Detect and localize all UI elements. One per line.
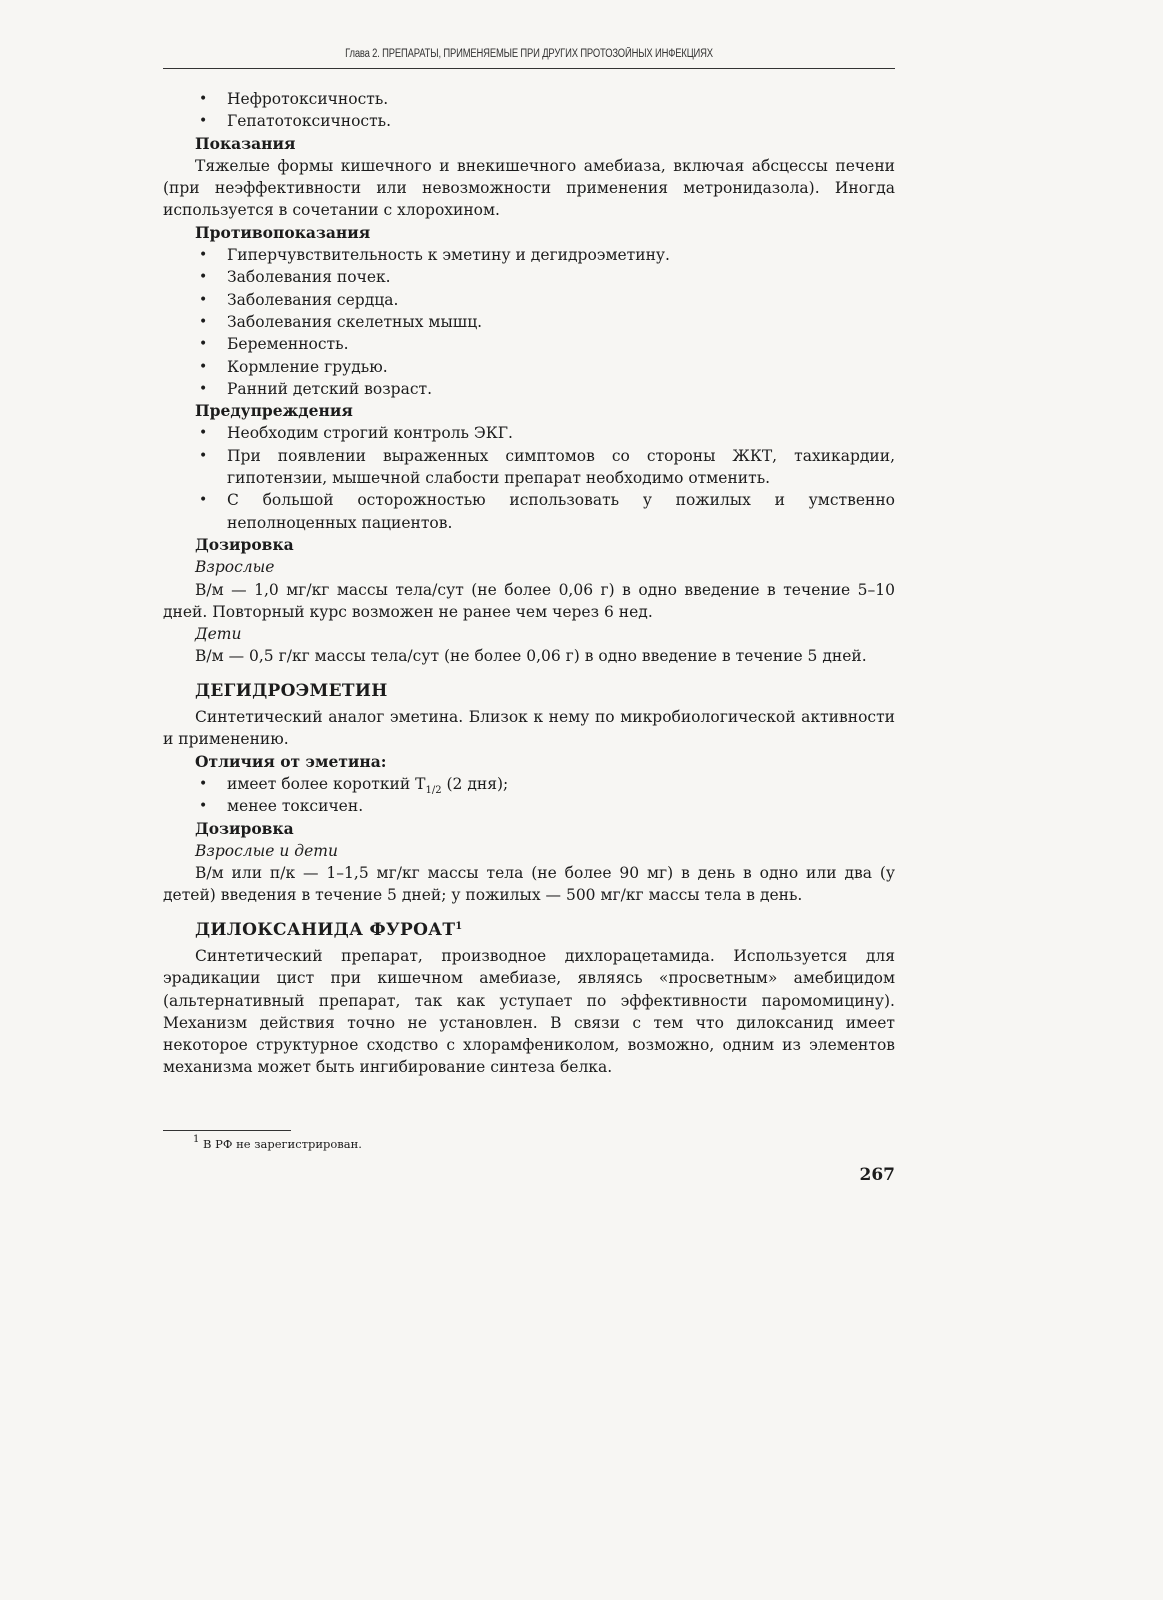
running-header: Глава 2. ПРЕПАРАТЫ, ПРИМЕНЯЕМЫЕ ПРИ ДРУГИХ ПРОТОЗОЙНЫХ ИНФЕКЦИЯХ — [345, 48, 713, 60]
list-item: • Нефротоксичность. — [163, 88, 895, 110]
dehydroemetine-title: ДЕГИДРОЭМЕТИН — [195, 680, 388, 701]
diloxanide-title-text: ДИЛОКСАНИДА ФУРОАТ — [195, 919, 456, 940]
diloxanide-description: Синтетический препарат, производное дихлорацетамида. Используется для эрадикации цист при кишечном амебиазе, являясь «просветным» амебицидом (альтернативный препарат, так как уступает по эффективности паромомицину). Механизм действия точно не установлен. В связи с тем что дилоксанид имеет некоторое структурное сходство с хлорамфениколом, возможно, одним из элементов механизма может быть ингибирование синтеза белка. — [163, 946, 895, 1077]
list-item: • Гиперчувствительность к эметину и дегидроэметину. — [163, 244, 895, 266]
list-item: • Заболевания сердца. — [163, 289, 895, 311]
page-content — [163, 88, 895, 1079]
footnote-mark: 1 — [455, 920, 463, 932]
page-number: 267 — [859, 1165, 895, 1185]
list-item: • Заболевания скелетных мышц. — [163, 311, 895, 333]
diff-text-after: (2 дня); — [441, 774, 509, 793]
warnings-heading: Предупреждения — [195, 401, 353, 421]
footnote-text: В РФ не зарегистрирован. — [203, 1137, 362, 1151]
adults-dosage-text: В/м — 1,0 мг/кг массы тела/сут (не более 0,06 г) в одно введение в течение 5–10 дней. Повторный курс возможен не ранее чем через 6 нед. — [163, 580, 895, 621]
footnote-rule — [163, 1130, 291, 1131]
side-effects-list — [163, 88, 895, 133]
list-item: • Гепатотоксичность. — [163, 110, 895, 132]
list-item: • Необходим строгий контроль ЭКГ. — [163, 422, 895, 444]
footnote — [193, 1134, 362, 1151]
diloxanide-title — [163, 919, 895, 941]
children-dosage-text: В/м — 0,5 г/кг массы тела/сут (не более 0,06 г) в одно введение в течение 5 дней. — [195, 647, 867, 666]
list-item: • С большой осторожностью использовать у пожилых и умственно неполноценных пациентов. — [163, 489, 895, 534]
list-item: • Беременность. — [163, 333, 895, 355]
contraindications-heading: Противопоказания — [195, 222, 371, 242]
dehydroemetine-dosage-text: В/м или п/к — 1–1,5 мг/кг массы тела (не более 90 мг) в день в одно или два (у детей) введения в течение 5 дней; у пожилых — 500 мг/кг массы тела в день. — [163, 864, 895, 905]
children-label: Дети — [195, 625, 242, 644]
list-item: • Кормление грудью. — [163, 356, 895, 378]
footnote-number: 1 — [193, 1134, 200, 1145]
dosage-heading: Дозировка — [195, 818, 294, 838]
contraindications-list — [163, 244, 895, 400]
list-item: • Ранний детский возраст. — [163, 378, 895, 400]
list-item — [163, 773, 895, 795]
diff-text-before: имеет более короткий T — [227, 774, 426, 793]
indications-text: Тяжелые формы кишечного и внекишечного амебиаза, включая абсцессы печени (при неэффективности или невозможности применения метронидазола). Иногда используется в сочетании с хлорохином. — [163, 156, 895, 220]
header-rule — [163, 68, 895, 69]
dehydroemetine-description: Синтетический аналог эметина. Близок к нему по микробиологической активности и применению. — [163, 708, 895, 749]
differences-heading: Отличия от эметина: — [195, 751, 387, 771]
half-life-subscript: 1/2 — [425, 784, 442, 796]
adults-children-label: Взрослые и дети — [195, 841, 338, 860]
differences-list — [163, 773, 895, 818]
indications-heading: Показания — [195, 133, 296, 153]
warnings-list — [163, 422, 895, 533]
adults-label: Взрослые — [195, 558, 275, 577]
list-item: • менее токсичен. — [163, 795, 895, 817]
list-item: • Заболевания почек. — [163, 266, 895, 288]
dosage-heading: Дозировка — [195, 534, 294, 554]
list-item: • При появлении выраженных симптомов со стороны ЖКТ, тахикардии, гипотензии, мышечной слабости препарат необходимо отменить. — [163, 445, 895, 490]
